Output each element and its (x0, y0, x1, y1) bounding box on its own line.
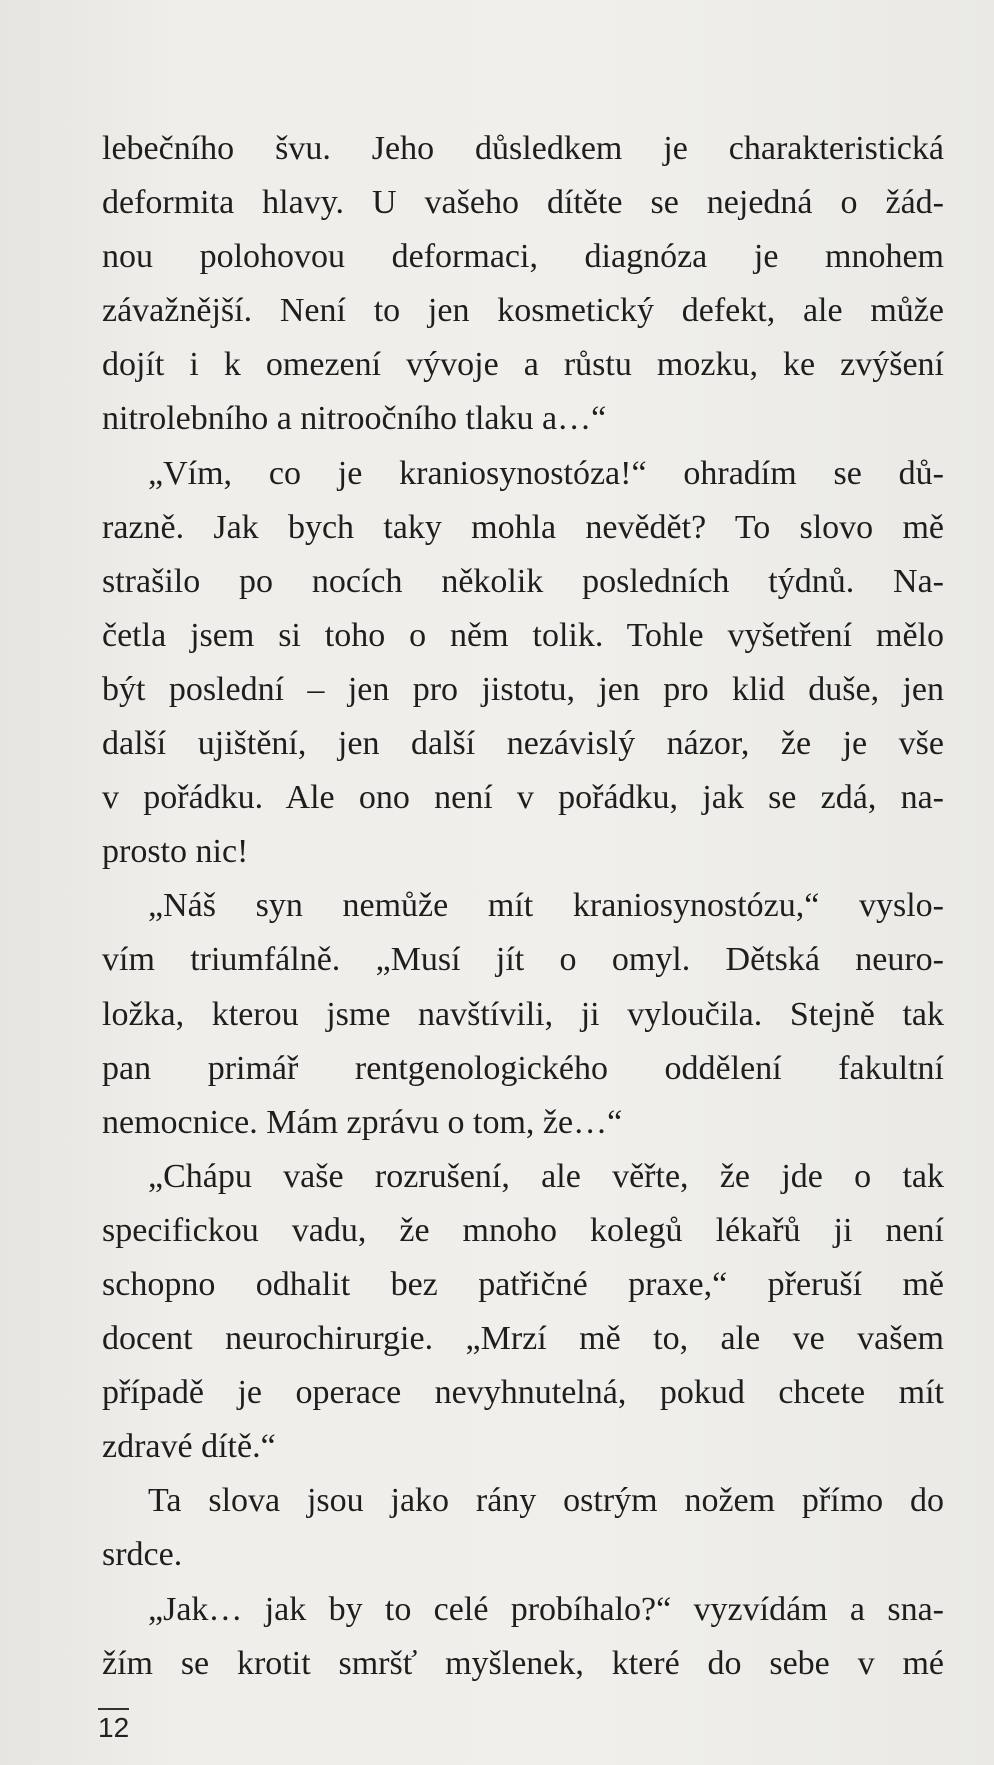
text-line: v pořádku. Ale ono není v pořádku, jak se zdá, na- (102, 779, 944, 817)
text-line: razně. Jak bych taky mohla nevědět? To slovo mě (102, 508, 944, 546)
text-line: další ujištění, jen další nezávislý názor, že je vše (102, 725, 944, 763)
text-line: pan primář rentgenologického oddělení fakultní (102, 1049, 944, 1087)
text-line: „Vím, co je kraniosynostóza!“ ohradím se dů- (148, 454, 944, 492)
page-number: 12 (98, 1712, 130, 1743)
text-line: nemocnice. Mám zprávu o tom, že…“ (102, 1103, 623, 1141)
text-line: být poslední – jen pro jistotu, jen pro klid duše, jen (102, 670, 944, 708)
folio-rule (98, 1708, 129, 1710)
text-line: srdce. (102, 1536, 183, 1574)
text-line: závažnější. Není to jen kosmetický defekt, ale může (102, 292, 944, 330)
text-line: dojít i k omezení vývoje a růstu mozku, ke zvýšení (102, 346, 944, 384)
text-line: ložka, kterou jsme navštívili, ji vyloučila. Stejně tak (102, 995, 944, 1033)
text-line: četla jsem si toho o něm tolik. Tohle vyšetření mělo (102, 616, 944, 654)
text-line: strašilo po nocích několik posledních týdnů. Na- (102, 562, 944, 600)
text-line: schopno odhalit bez patřičné praxe,“ přeruší mě (102, 1265, 944, 1303)
body-text (102, 122, 944, 1691)
text-line: „Náš syn nemůže mít kraniosynostózu,“ vyslo- (148, 887, 944, 925)
text-line: nou polohovou deformaci, diagnóza je mnohem (102, 238, 944, 276)
text-line: deformita hlavy. U vašeho dítěte se nejedná o žád- (102, 184, 944, 222)
text-line: „Chápu vaše rozrušení, ale věřte, že jde o tak (148, 1157, 944, 1195)
text-line: prosto nic! (102, 833, 249, 871)
text-line: zdravé dítě.“ (102, 1428, 276, 1466)
text-line: lebečního švu. Jeho důsledkem je charakteristická (102, 130, 944, 167)
text-line: Ta slova jsou jako rány ostrým nožem přímo do (148, 1482, 944, 1520)
text-line: vím triumfálně. „Musí jít o omyl. Dětská neuro- (102, 941, 944, 979)
text-line: žím se krotit smršť myšlenek, které do sebe v mé (102, 1644, 944, 1682)
text-line: „Jak… jak by to celé probíhalo?“ vyzvídám a sna- (148, 1590, 944, 1628)
text-line: specifickou vadu, že mnoho kolegů lékařů ji není (102, 1211, 944, 1249)
text-line: nitrolebního a nitroočního tlaku a…“ (102, 400, 607, 438)
text-line: docent neurochirurgie. „Mrzí mě to, ale ve vašem (102, 1320, 944, 1358)
text-line: případě je operace nevyhnutelná, pokud chcete mít (102, 1374, 944, 1412)
